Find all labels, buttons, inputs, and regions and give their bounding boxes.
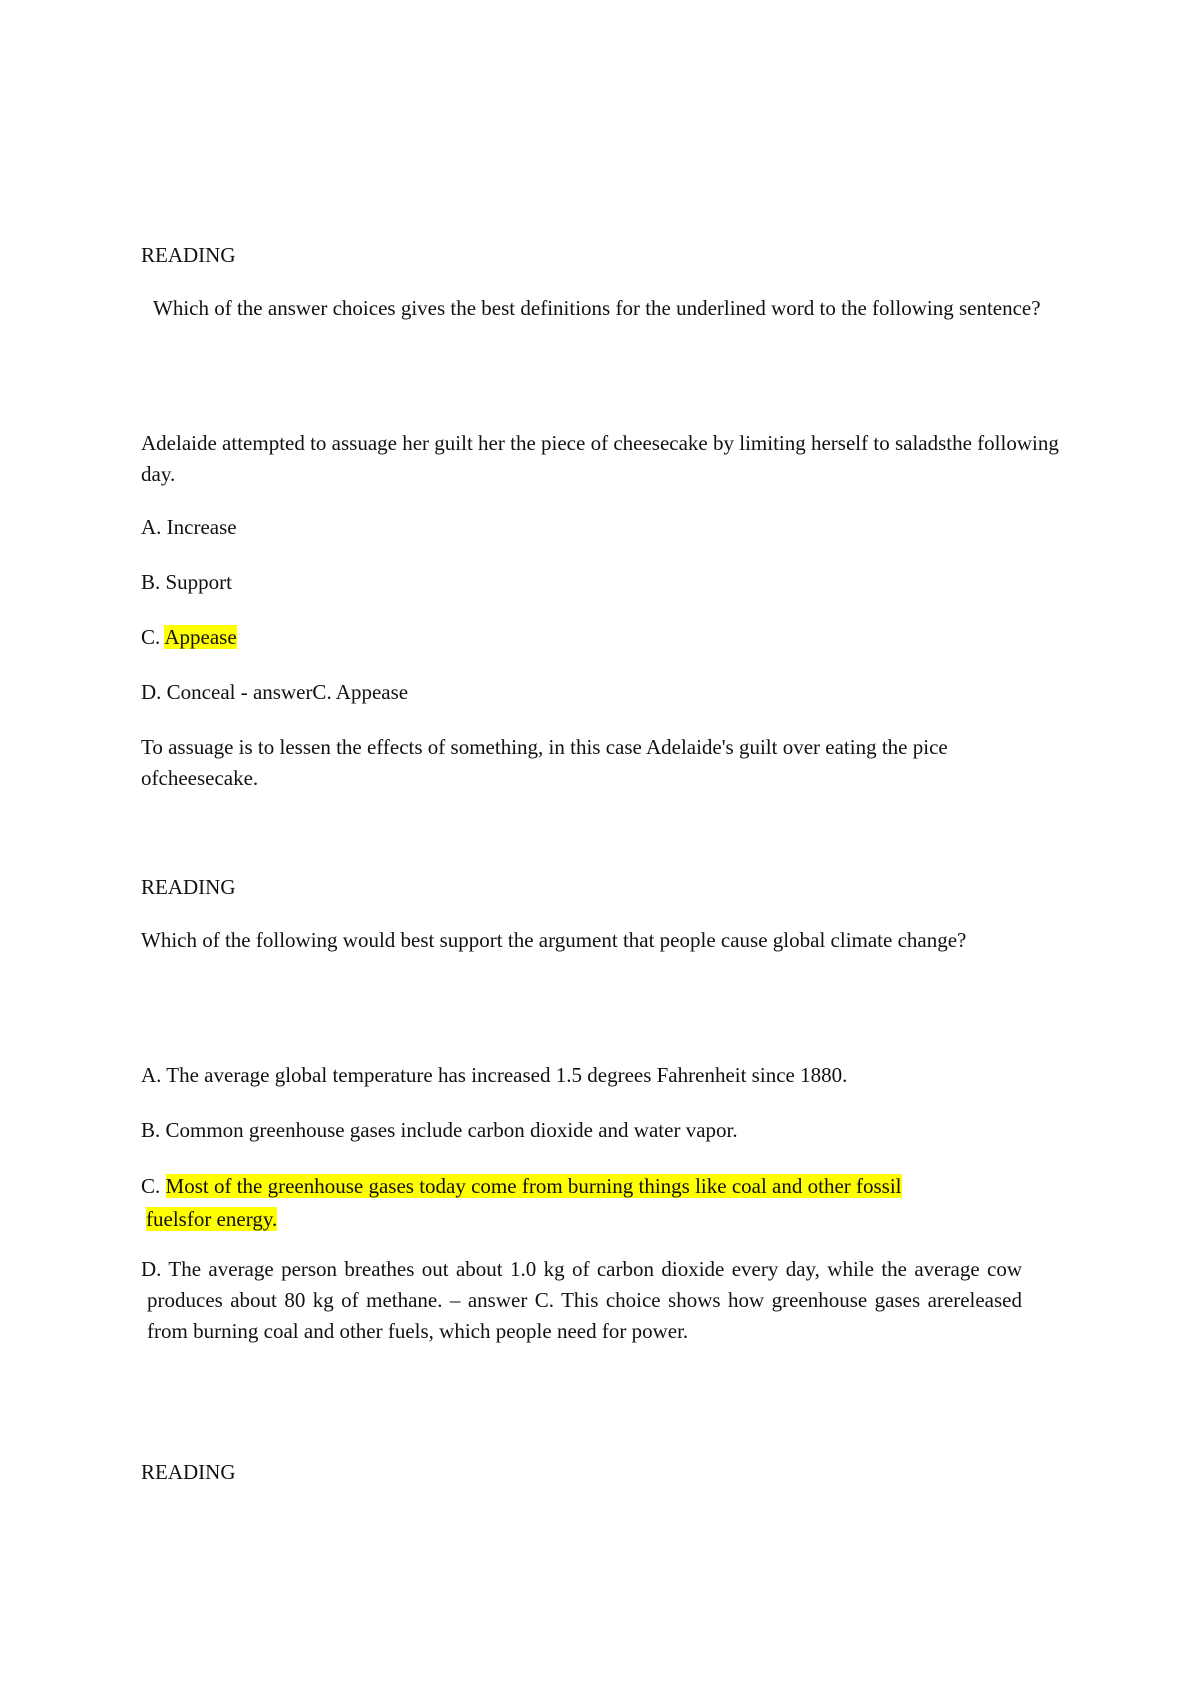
section1-option-a: A. Increase — [141, 515, 237, 539]
section2-option-c — [141, 1170, 1041, 1236]
section1-question: Which of the answer choices gives the best definitions for the underlined word to the following sentence? — [153, 296, 1041, 320]
section2-option-b: B. Common greenhouse gases include carbon dioxide and water vapor. — [141, 1118, 738, 1142]
section1-explanation: To assuage is to lessen the effects of something, in this case Adelaide's guilt over eating the pice ofcheesecake. — [141, 735, 948, 790]
section2-option-c-highlighted-2: fuelsfor energy. — [146, 1207, 278, 1231]
section2-option-a: A. The average global temperature has increased 1.5 degrees Fahrenheit since 1880. — [141, 1063, 848, 1087]
section1-option-c-prefix: C. — [141, 625, 165, 649]
section1-sentence: Adelaide attempted to assuage her guilt her the piece of cheesecake by limiting herself to saladsthe following day. — [141, 431, 1059, 486]
section2-heading: READING — [141, 875, 236, 899]
section1-option-c — [141, 622, 237, 653]
section2-option-d: D. The average person breathes out about 1.0 kg of carbon dioxide every day, while the average cow produces about 80 kg of methane. – answer C. This choice shows how greenhouse gases arereleased from burning coal and other fuels, which people need for power. — [141, 1257, 1022, 1343]
section2-option-c-line1 — [141, 1170, 1041, 1203]
section1-heading: READING — [141, 243, 236, 267]
section1-option-b: B. Support — [141, 570, 233, 594]
section3-heading: READING — [141, 1460, 236, 1484]
section2-option-c-prefix: C. — [141, 1174, 166, 1198]
section2-option-c-highlighted-1: Most of the greenhouse gases today come from burning things like coal and other fossil — [165, 1174, 902, 1198]
section2-question: Which of the following would best support the argument that people cause global climate change? — [141, 928, 967, 952]
section1-option-d: D. Conceal - answerC. Appease — [141, 680, 409, 704]
section1-option-c-highlighted: Appease — [164, 625, 237, 649]
section2-option-c-line2 — [141, 1203, 1041, 1236]
